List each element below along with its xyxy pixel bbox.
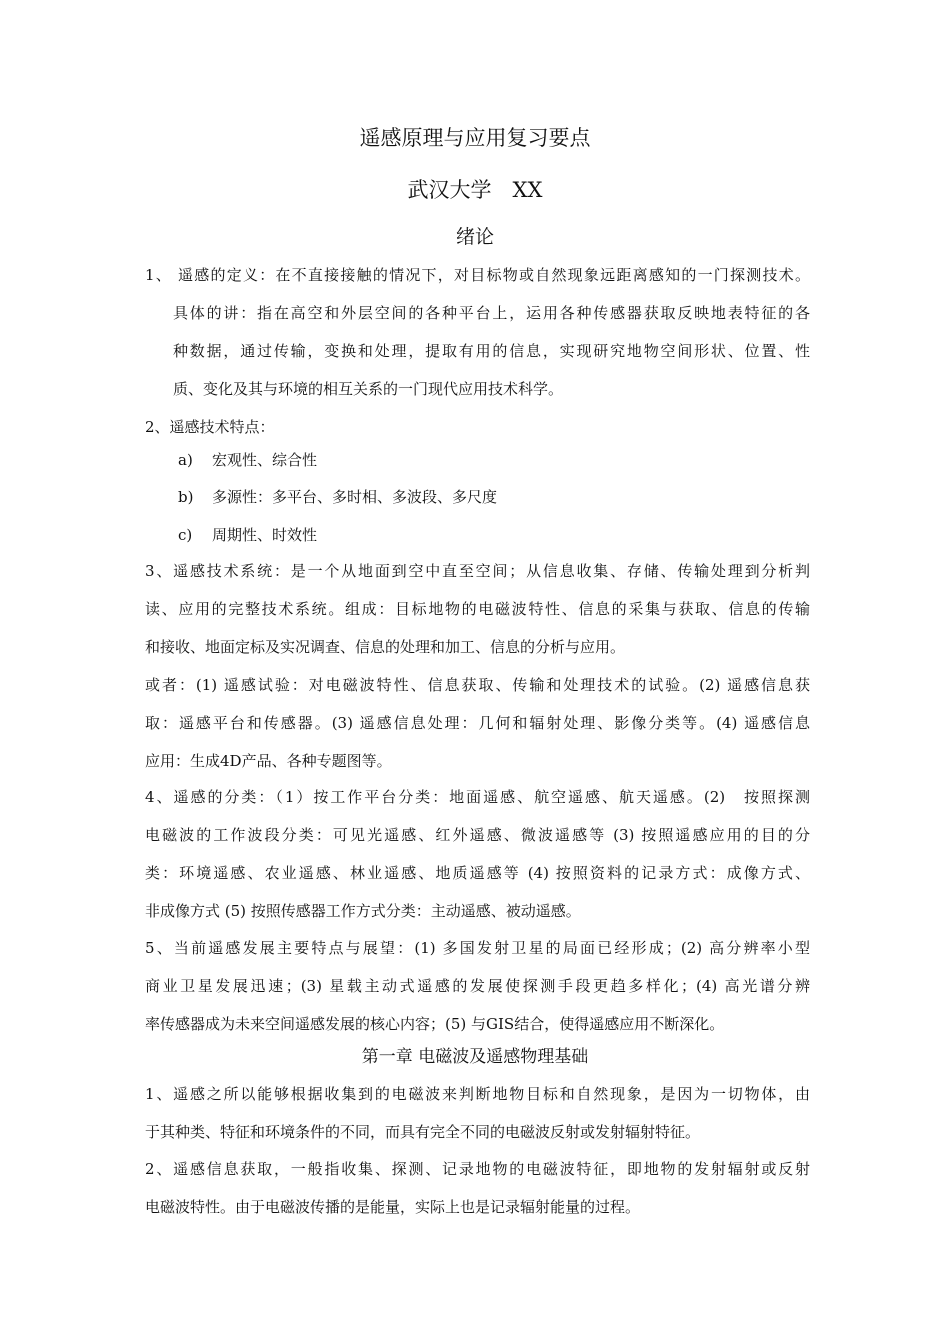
- paragraph-line: 读、应用的完整技术系统。组成：目标地物的电磁波特性、信息的采集与获取、信息的传输: [145, 600, 810, 618]
- list-item: [178, 524, 317, 545]
- paragraph-line: 2、遥感信息获取，一般指收集、探测、记录地物的电磁波特征，即地物的发射辐射或反射: [145, 1160, 810, 1178]
- paragraph-line: 电磁波的工作波段分类：可见光遥感、红外遥感、微波遥感等 (3) 按照遥感应用的目的分: [145, 826, 810, 844]
- list-text: 宏观性、综合性: [212, 451, 318, 469]
- chapter-heading: 第一章 电磁波及遥感物理基础: [361, 1047, 589, 1067]
- list-text: 周期性、时效性: [212, 526, 318, 544]
- paragraph-line: 率传感器成为未来空间遥感发展的核心内容；(5) 与GIS结合，使得遥感应用不断深化。: [145, 1015, 725, 1033]
- paragraph-line: 5、当前遥感发展主要特点与展望：(1) 多国发射卫星的局面已经形成；(2) 高分辨率小型: [145, 939, 810, 957]
- paragraph-classification: [145, 778, 810, 930]
- paragraph-line: 3、遥感技术系统：是一个从地面到空中直至空间；从信息收集、存储、传输处理到分析判: [145, 562, 810, 580]
- paragraph-line: 和接收、地面定标及实况调查、信息的处理和加工、信息的分析与应用。: [145, 638, 626, 656]
- paragraph-line: 或者：(1) 遥感试验：对电磁波特性、信息获取、传输和处理技术的试验。(2) 遥感信息获: [145, 676, 810, 694]
- paragraph-features-heading: [145, 408, 810, 446]
- paragraph-chapter1-1: [145, 1075, 810, 1151]
- document-title: 遥感原理与应用复习要点: [359, 126, 591, 150]
- paragraph-development: [145, 929, 810, 1043]
- paragraph-system: [145, 552, 810, 666]
- paragraph-line: 2、遥感技术特点：: [145, 418, 275, 436]
- list-marker: b): [178, 488, 194, 506]
- paragraph-definition: [145, 256, 810, 408]
- paragraph-line: 1、 遥感的定义：在不直接接触的情况下，对目标物或自然现象远距离感知的一门探测技术。: [145, 266, 810, 284]
- paragraph-line: 1、遥感之所以能够根据收集到的电磁波来判断地物目标和自然现象，是因为一切物体，由: [145, 1085, 810, 1103]
- paragraph-line: 取：遥感平台和传感器。(3) 遥感信息处理：几何和辐射处理、影像分类等。(4) 遥感信息: [145, 714, 810, 732]
- list-item: [178, 486, 497, 507]
- paragraph-alternative: [145, 666, 810, 780]
- list-text: 多源性：多平台、多时相、多波段、多尺度: [212, 488, 498, 506]
- paragraph-line: 非成像方式 (5) 按照传感器工作方式分类：主动遥感、被动遥感。: [145, 902, 581, 920]
- paragraph-line: 于其种类、特征和环境条件的不同，而具有完全不同的电磁波反射或发射辐射特征。: [145, 1123, 701, 1141]
- list-marker: c): [178, 526, 193, 544]
- paragraph-line: 应用：生成4D产品、各种专题图等。: [145, 752, 392, 770]
- paragraph-line: 4、遥感的分类：（1）按工作平台分类：地面遥感、航空遥感、航天遥感。(2) 按照探测: [145, 788, 810, 806]
- paragraph-line: 质、变化及其与环境的相互关系的一门现代应用技术科学。: [173, 380, 564, 398]
- list-marker: a): [178, 451, 193, 469]
- paragraph-line: 具体的讲：指在高空和外层空间的各种平台上，运用各种传感器获取反映地表特征的各: [173, 304, 810, 322]
- paragraph-chapter1-2: [145, 1150, 810, 1226]
- paragraph-line: 类：环境遥感、农业遥感、林业遥感、地质遥感等 (4) 按照资料的记录方式：成像方式、: [145, 864, 810, 882]
- list-item: [178, 449, 317, 470]
- paragraph-line: 种数据，通过传输，变换和处理，提取有用的信息，实现研究地物空间形状、位置、性: [173, 342, 810, 360]
- paragraph-line: 商业卫星发展迅速；(3) 星载主动式遥感的发展使探测手段更趋多样化；(4) 高光谱分辨: [145, 977, 810, 995]
- document-subtitle: 武汉大学 XX: [407, 178, 543, 202]
- section-heading-intro: 绪论: [455, 226, 494, 248]
- paragraph-line: 电磁波特性。由于电磁波传播的是能量，实际上也是记录辐射能量的过程。: [145, 1198, 641, 1216]
